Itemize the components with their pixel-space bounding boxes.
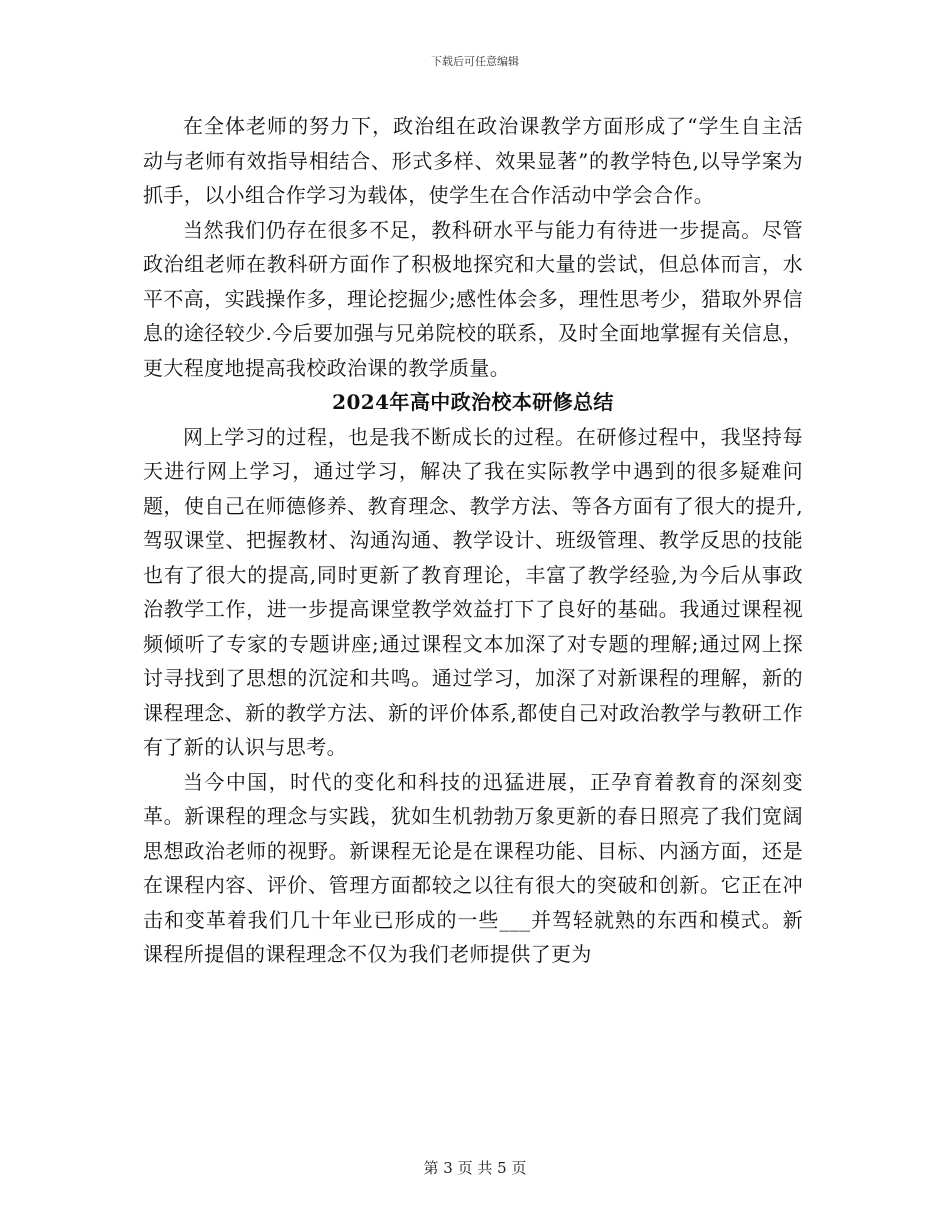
page-header: 下载后可任意编辑 bbox=[431, 55, 519, 68]
paragraph-online-learning: 网上学习的过程，也是我不断成长的过程。在研修过程中，我坚持每天进行网上学习，通过学习，解决了我在实际教学中遇到的很多疑难问题，使自己在师德修养、教育理念、教学方法、等各方面有了很大的提升,驾驭课堂、把握教材、沟通沟通、教学设计、班级管理、教学反思的技能也有了很大的提高,同时更新了教育理论，丰富了教学经验,为今后从事政治教学工作，进一步提高课堂教学效益打下了良好的基础。我通过课程视频倾听了专家的专题讲座;通过课程文本加深了对专题的理解;通过网上探讨寻找到了思想的沉淀和共鸣。通过学习，加深了对新课程的理解，新的课程理念、新的教学方法、新的评价体系,都使自己对政治教学与教研工作有了新的认识与思考。 bbox=[143, 424, 803, 759]
section-title: 2024年高中政治校本研修总结 bbox=[332, 390, 614, 414]
paragraph-teaching-features: 在全体老师的努力下，政治组在政治课教学方面形成了“学生自主活动与老师有效指导相结合、形式多样、效果显著”的教学特色,以导学案为抓手，以小组合作学习为载体，使学生在合作活动中学会合作。 bbox=[143, 114, 803, 207]
page-number: 第 3 页 共 5 页 bbox=[423, 1159, 527, 1177]
document-body bbox=[143, 109, 803, 972]
paragraph-new-curriculum: 当今中国，时代的变化和科技的迅猛进展，正孕育着教育的深刻变革。新课程的理念与实践，犹如生机勃勃万象更新的春日照亮了我们宽阔思想政治老师的视野。新课程无论是在课程功能、目标、内涵方面，还是在课程内容、评价、管理方面都较之以往有很大的突破和创新。它正在冲击和变革着我们几十年业已形成的一些___并驾轻就熟的东西和模式。新课程所提倡的课程理念不仅为我们老师提供了更为 bbox=[143, 769, 803, 966]
paragraph-shortcomings: 当然我们仍存在很多不足，教科研水平与能力有待进一步提高。尽管政治组老师在教科研方面作了积极地探究和大量的尝试，但总体而言，水平不高，实践操作多，理论挖掘少;感性体会多，理性思考少，猎取外界信息的途径较少.今后要加强与兄弟院校的联系，及时全面地掌握有关信息，更大程度地提高我校政治课的教学质量。 bbox=[143, 217, 803, 380]
